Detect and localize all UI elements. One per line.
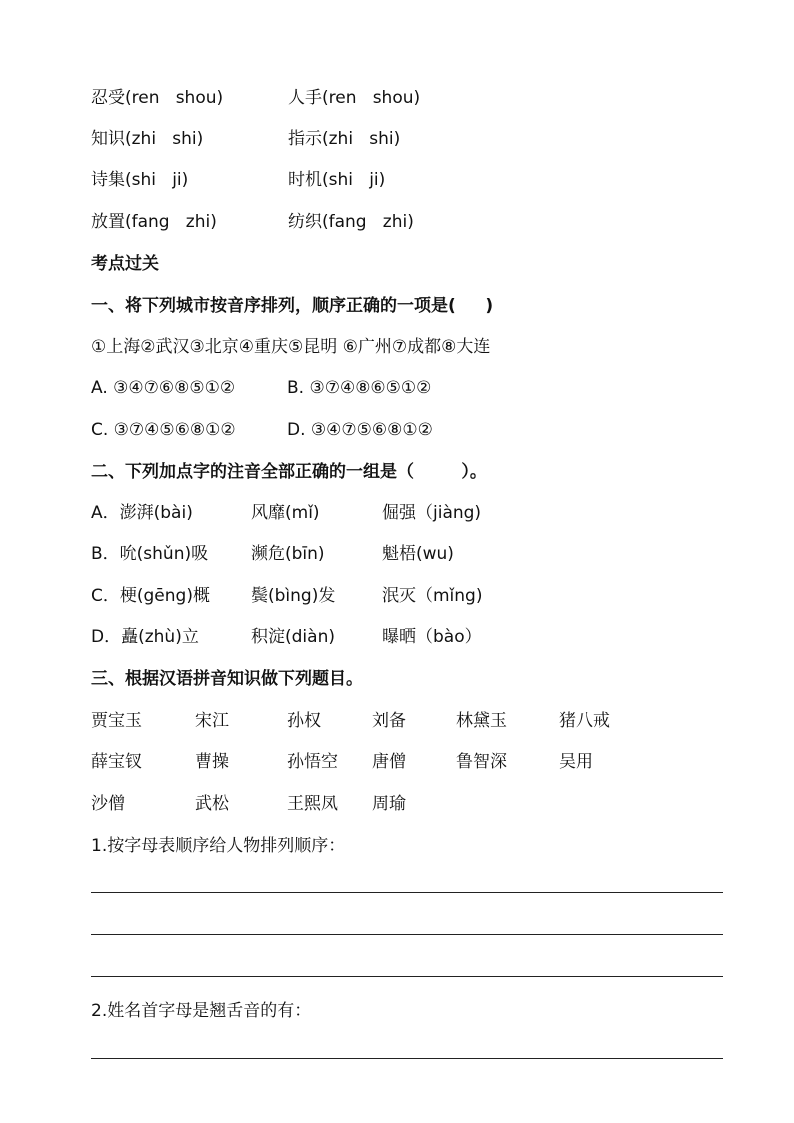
question-1-title: 一、将下列城市按音序排列，顺序正确的一项是( )	[91, 296, 494, 316]
character-name: 鲁智深	[456, 752, 507, 772]
question-2-item: A．澎湃(bài)	[91, 503, 193, 523]
answer-line	[91, 976, 723, 977]
question-1-option-d: D. ③④⑦⑤⑥⑧①②	[287, 420, 433, 440]
pinyin-word: 人手(ren shou)	[288, 88, 421, 108]
pinyin-word: 指示(zhi shi)	[288, 129, 401, 149]
question-2-item: 曝晒（bào）	[382, 627, 482, 647]
character-name: 猪八戒	[559, 711, 610, 731]
character-name: 孙权	[287, 711, 321, 731]
character-name: 薛宝钗	[91, 752, 142, 772]
character-name: 周瑜	[372, 794, 406, 814]
character-name: 曹操	[195, 752, 229, 772]
character-name: 武松	[195, 794, 229, 814]
question-3-title: 三、根据汉语拼音知识做下列题目。	[91, 669, 363, 689]
question-2-item: 鬓(bìng)发	[251, 586, 336, 606]
answer-line	[91, 1058, 723, 1059]
character-name: 贾宝玉	[91, 711, 142, 731]
pinyin-word: 纺织(fang zhi)	[288, 212, 414, 232]
question-2-item: 倔强（jiàng)	[382, 503, 482, 523]
question-1-option-a: A. ③④⑦⑥⑧⑤①②	[91, 378, 236, 398]
answer-line	[91, 934, 723, 935]
question-1-option-c: C. ③⑦④⑤⑥⑧①②	[91, 420, 236, 440]
question-3-sub-2: 2.姓名首字母是翘舌音的有：	[91, 1001, 312, 1021]
question-2-item: 积淀(diàn)	[251, 627, 335, 647]
character-name: 沙僧	[91, 794, 125, 814]
question-2-item: D．矗(zhù)立	[91, 627, 199, 647]
character-name: 孙悟空	[287, 752, 338, 772]
pinyin-word: 知识(zhi shi)	[91, 129, 204, 149]
character-name: 宋江	[195, 711, 229, 731]
character-name: 吴用	[559, 752, 593, 772]
character-name: 林黛玉	[456, 711, 507, 731]
section-title: 考点过关	[91, 254, 159, 274]
character-name: 王熙凤	[287, 794, 338, 814]
pinyin-word: 时机(shi ji)	[288, 170, 386, 190]
answer-line	[91, 892, 723, 893]
question-2-title: 二、下列加点字的注音全部正确的一组是（ ）。	[91, 462, 487, 482]
question-2-item: C．梗(gēng)概	[91, 586, 210, 606]
question-2-item: B．吮(shǔn)吸	[91, 544, 209, 564]
question-2-item: 泯灭（mǐng)	[382, 586, 483, 606]
question-2-item: 濒危(bīn)	[251, 544, 325, 564]
character-name: 唐僧	[372, 752, 406, 772]
question-1-option-b: B. ③⑦④⑧⑥⑤①②	[287, 378, 432, 398]
question-2-item: 风靡(mǐ)	[251, 503, 320, 523]
pinyin-word: 放置(fang zhi)	[91, 212, 217, 232]
pinyin-word: 忍受(ren shou)	[91, 88, 224, 108]
character-name: 刘备	[372, 711, 406, 731]
question-1-cities: ①上海②武汉③北京④重庆⑤昆明 ⑥广州⑦成都⑧大连	[91, 337, 491, 357]
question-3-sub-1: 1.按字母表顺序给人物排列顺序：	[91, 836, 346, 856]
question-2-item: 魁梧(wu)	[382, 544, 454, 564]
pinyin-word: 诗集(shi ji)	[91, 170, 189, 190]
